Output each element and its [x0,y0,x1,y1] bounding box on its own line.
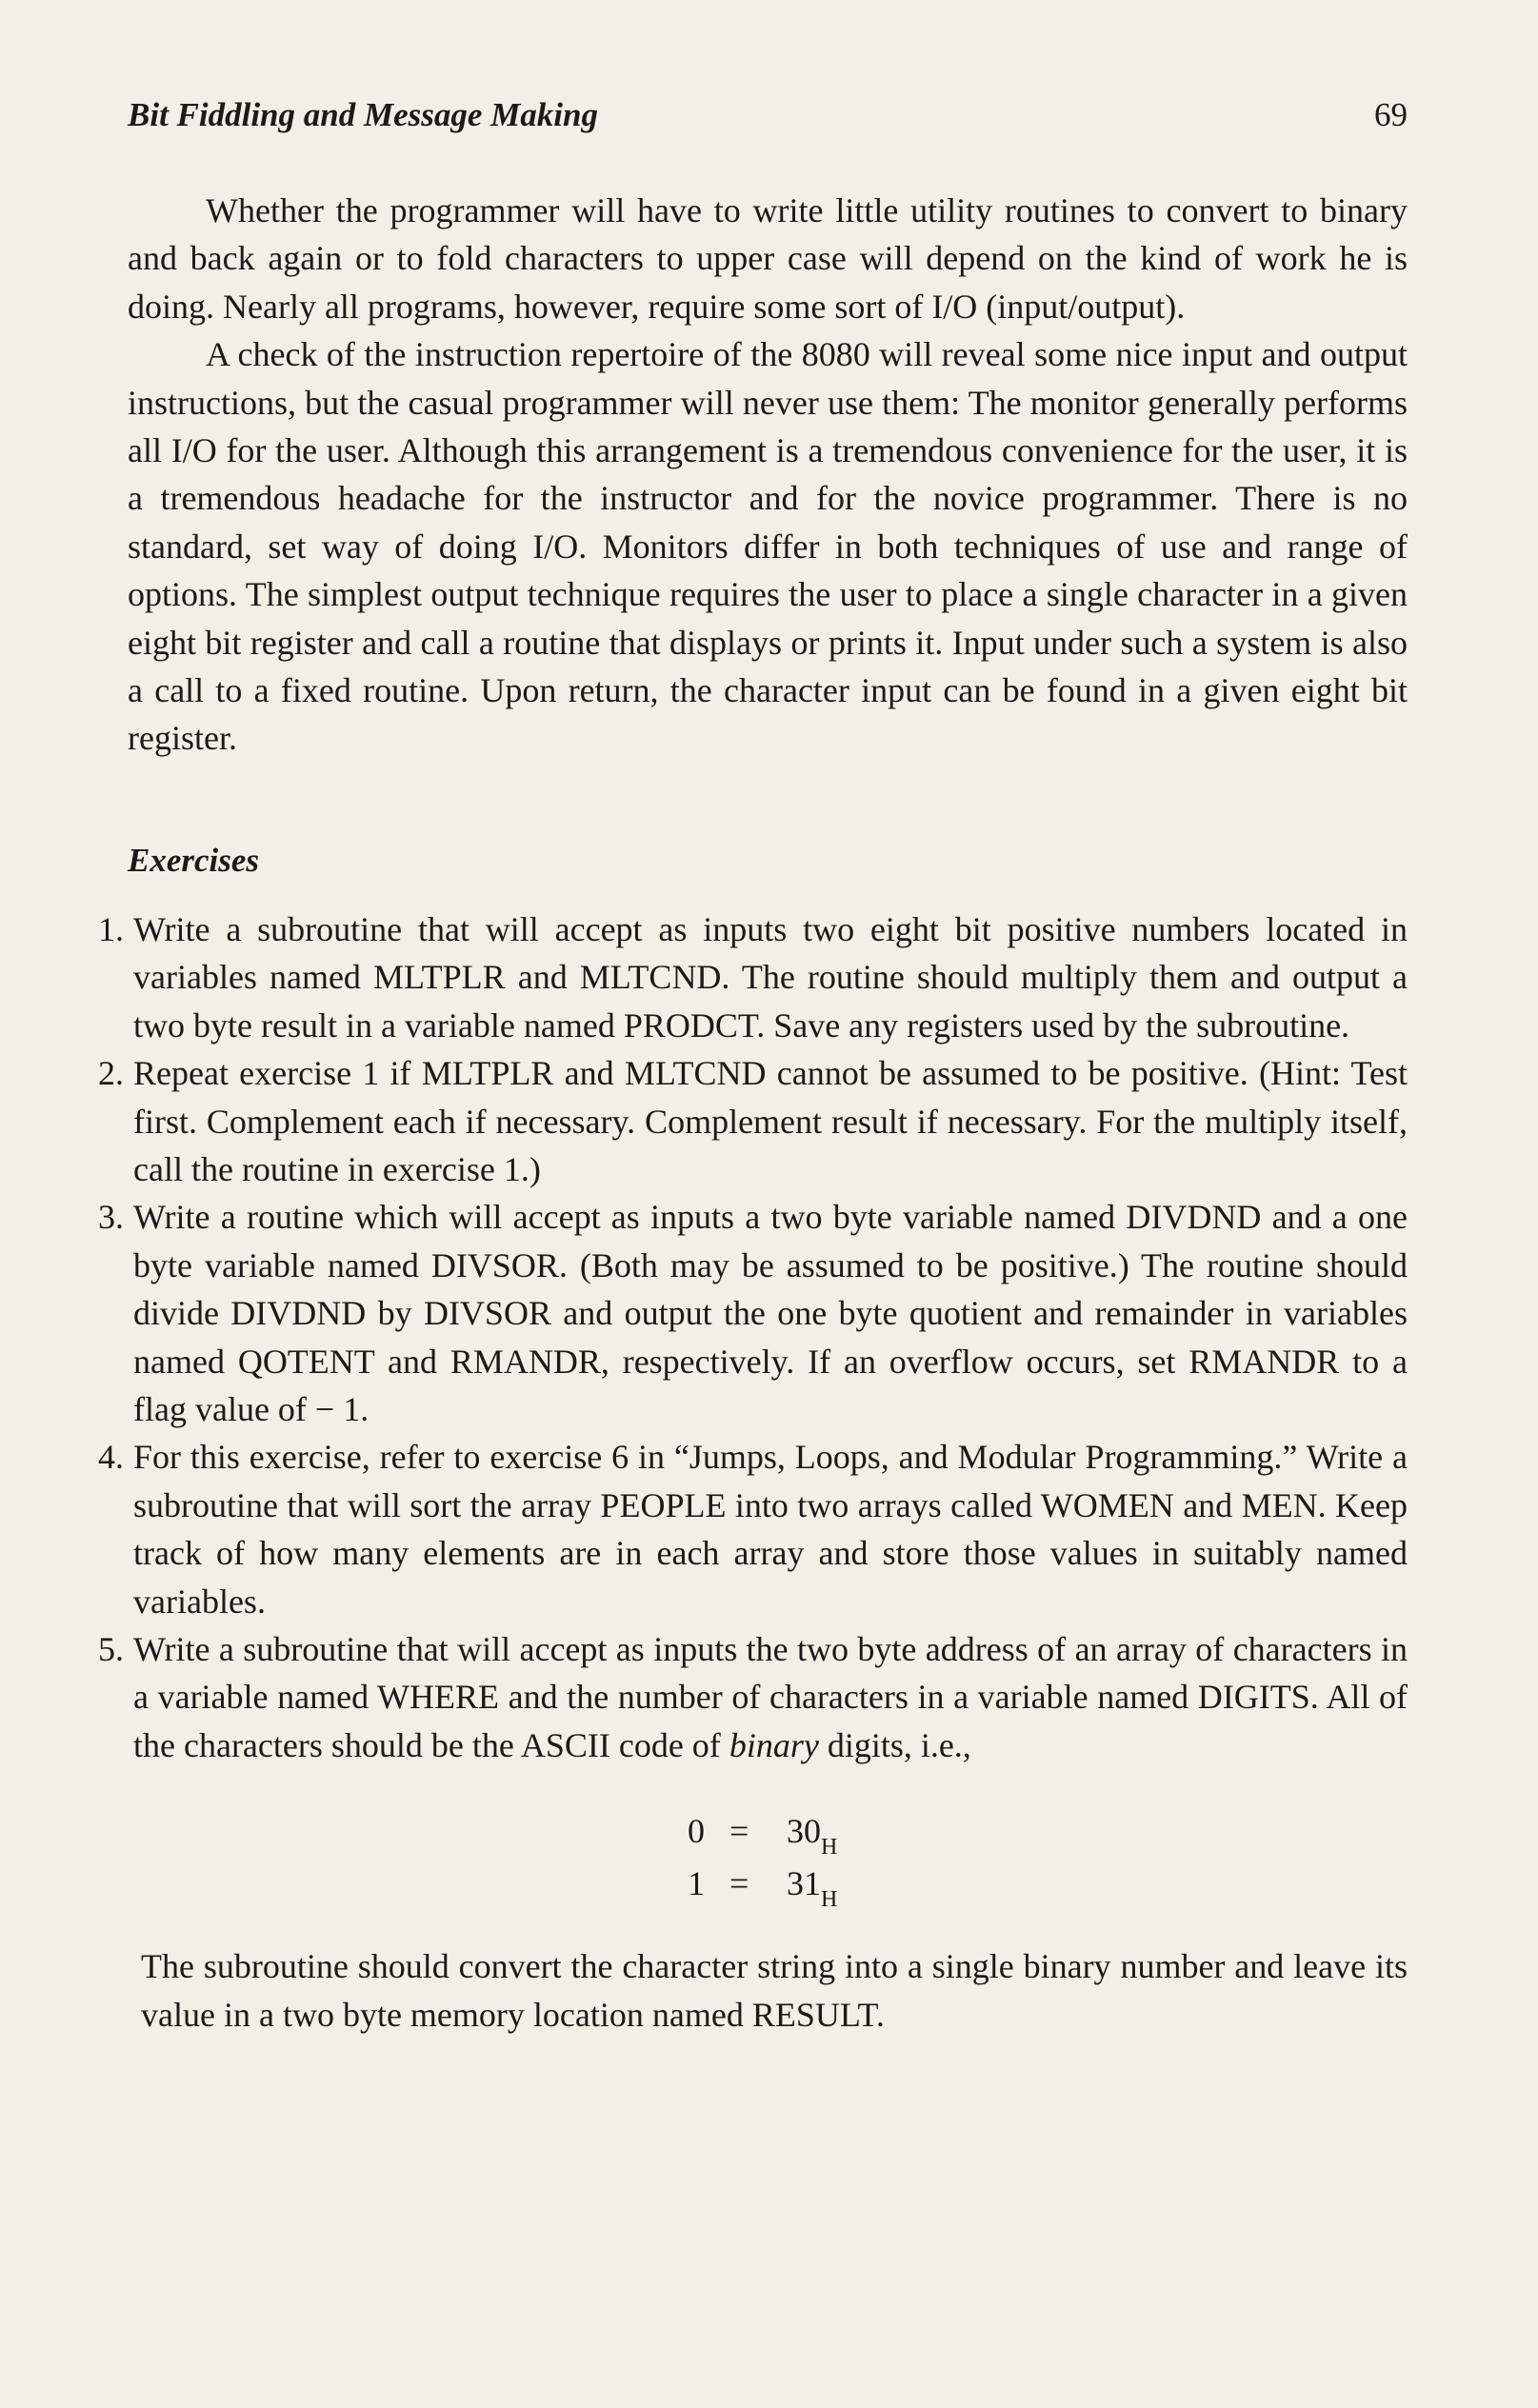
ascii-equations [688,1805,1030,1913]
exercise-text: Write a routine which will accept as inputs a two byte variable named DIVDND and a one byte variable named DIVSOR. (Both may be assumed to be positive.) The routine should divide DIVDND by DIVSOR and output the one byte quotient and remainder in variables named QOTENT and RMANDR, respectively. If an overflow occurs, set RMANDR to a flag value of − 1. [133,1198,1408,1428]
hex-value: 30 [787,1812,821,1851]
exercise-list [98,905,1408,1769]
exercise-item [98,905,1408,1049]
equation-rhs [787,1858,837,1915]
hex-subscript: H [821,1835,838,1861]
exercise-text-part: digits, i.e., [818,1725,971,1764]
exercise-item [98,1049,1408,1193]
equation-row [688,1858,1030,1913]
exercise-text: Write a subroutine that will accept as inputs two eight bit positive numbers located in variables named MLTPLR and MLTCND. The routine should multiply them and output a two byte result in a variable named PRODCT. Save any registers used by the subroutine. [133,909,1408,1045]
equation-lhs: 0 [688,1812,705,1851]
exercises-heading: Exercises [128,841,260,879]
equals-sign: = [729,1812,749,1851]
equation-rhs [787,1805,837,1862]
exercise-text-emphasis: binary [729,1725,819,1764]
exercise-text: For this exercise, refer to exercise 6 in “Jumps, Loops, and Modular Programming.” Write a subroutine that will sort the array PEOPLE into two arrays called WOMEN and MEN. Keep track of how many elements are in each array and store those values in suitably named variables. [133,1438,1408,1621]
paragraph-2: A check of the instruction repertoire of the 8080 will reveal some nice input and output instructions, but the casual programmer will never use them: The monitor generally performs all I/O for the user. Although this arrangement is a tremendous convenience for the user, it is a tremendous headache for the instructor and for the novice programmer. There is no standard, set way of doing I/O. Monitors differ in both techniques of use and range of options. The simplest output technique requires the user to place a single character in a given eight bit register and call a routine that displays or prints it. Input under such a system is also a call to a fixed routine. Upon return, the character input can be found in a given eight bit register. [128,335,1408,758]
page-number: 69 [1374,96,1408,133]
paragraph-1: Whether the programmer will have to write little utility routines to convert to binary and back again or to fold characters to upper case will depend on the kind of work he is doing. Nearly all programs, however, require some sort of I/O (input/output). [128,191,1408,326]
running-head-title: Bit Fiddling and Message Making [128,96,598,133]
exercise-number: 5. [98,1629,124,1668]
exercise-number: 3. [98,1198,124,1237]
exercise-item [98,1625,1408,1769]
equals-sign: = [729,1864,749,1903]
exercise-text-part: Write a subroutine that will accept as inputs the two byte address of an array of characters in a variable named WHERE and the number of characters in a variable named DIGITS. All of the characters should be the ASCII code of [133,1629,1408,1764]
page-body [98,187,1408,2039]
exercise-item [98,1433,1408,1625]
equation-row [688,1805,1030,1861]
exercise-text: Repeat exercise 1 if MLTPLR and MLTCND cannot be assumed to be positive. (Hint: Test first. Complement each if necessary. Complement result if necessary. For the multiply itself, call the routine in exercise 1.) [133,1054,1408,1188]
exercise-number: 2. [98,1054,124,1093]
hex-value: 31 [787,1864,821,1903]
hex-subscript: H [821,1887,838,1913]
exercise-item [98,1193,1408,1433]
equation-lhs: 1 [688,1864,705,1903]
closing-paragraph: The subroutine should convert the character string into a single binary number and leave its value in a two byte memory location named RESULT. [141,1947,1408,2034]
exercise-number: 1. [98,909,124,948]
running-head [128,91,1408,139]
exercise-number: 4. [98,1438,124,1477]
